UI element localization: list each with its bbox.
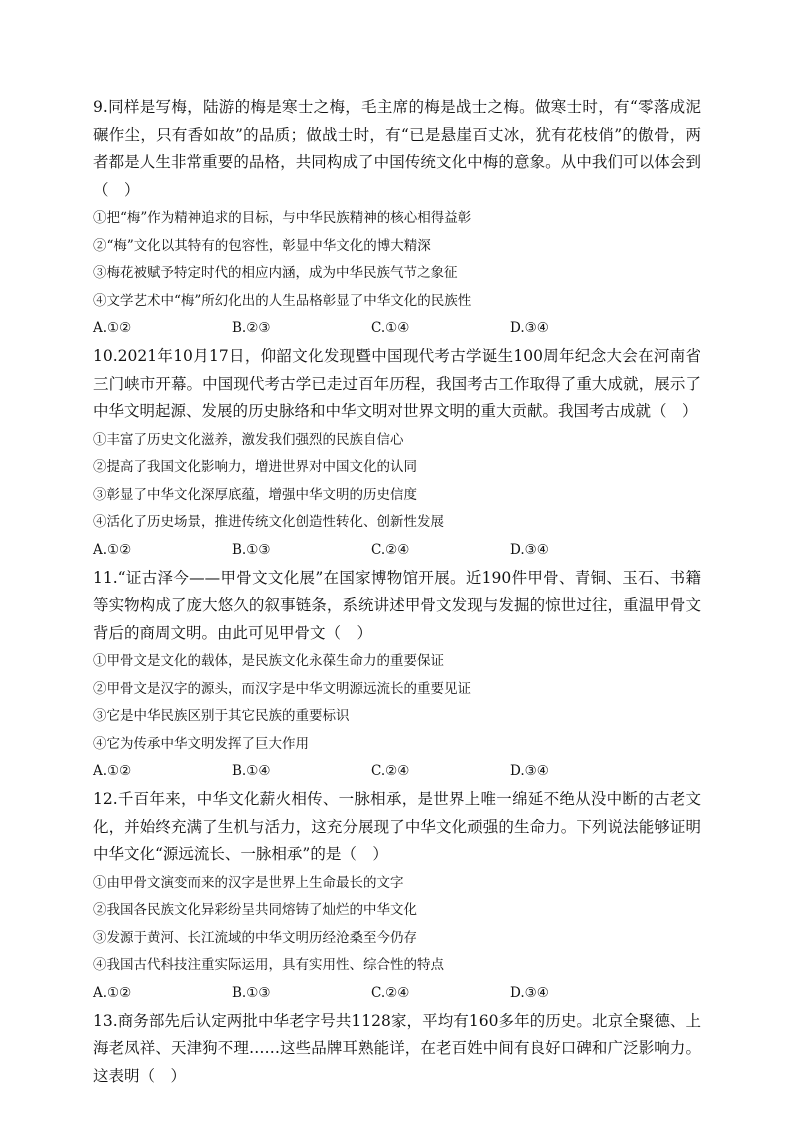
statement-option: ②提高了我国文化影响力，增进世界对中国文化的认同 [93, 459, 417, 475]
statement-option: ②“梅”文化以其特有的包容性，彰显中华文化的博大精深 [93, 237, 431, 254]
answer-choices [93, 537, 701, 564]
choice-d: D.③④ [510, 984, 549, 1001]
question-13 [93, 1008, 701, 1091]
choice-c: C.②④ [371, 541, 410, 558]
answer-choices [93, 980, 701, 1007]
document-page [93, 94, 701, 1091]
question-12 [93, 786, 701, 1007]
question-9 [93, 94, 701, 342]
choice-a: A.①② [93, 320, 132, 336]
choice-c: C.②④ [371, 984, 410, 1001]
statement-option: ③梅花被赋予特定时代的相应内涵，成为中华民族气节之象征 [93, 265, 458, 281]
choice-d: D.③④ [510, 320, 549, 336]
statement-option: ④活化了历史场景，推进传统文化创造性转化、创新性发展 [93, 514, 444, 530]
choice-a: A.①② [93, 984, 132, 1001]
answer-choices [93, 315, 701, 342]
choice-d: D.③④ [510, 541, 549, 558]
statement-option: ③发源于黄河、长江流域的中华文明历经沧桑至今仍存 [93, 929, 417, 946]
question-stem: 11.“证古泽今——甲骨文文化展”在国家博物馆开展。近190件甲骨、青铜、玉石、书籍等实物构成了庞大悠久的叙事链条，系统讲述甲骨文发现与发掘的惊世过往，重温甲骨文背后的商周文明。由此可见甲骨文（ ） [93, 568, 701, 642]
statement-option: ①把“梅”作为精神追求的目标，与中华民族精神的核心相得益彰 [93, 210, 472, 226]
answer-choices [93, 758, 701, 785]
statement-option: ②甲骨文是汉字的源头，而汉字是中华文明源远流长的重要见证 [93, 680, 471, 697]
choice-b: B.①④ [232, 763, 271, 779]
question-11 [93, 565, 701, 786]
question-stem: 9.同样是写梅，陆游的梅是寒士之梅，毛主席的梅是战士之梅。做寒士时，有“零落成泥碾作尘，只有香如故”的品质；做战士时，有“已是悬崖百丈冰，犹有花枝俏”的傲骨，两者都是人生非常重要的品格，共同构成了中国传统文化中梅的意象。从中我们可以体会到（ ） [93, 98, 701, 199]
choice-b: B.②③ [232, 320, 271, 336]
statement-option: ①由甲骨文演变而来的汉字是世界上生命最长的文字 [93, 874, 404, 891]
choice-a: A.①② [93, 541, 132, 558]
choice-c: C.②④ [371, 763, 410, 779]
choice-b: B.①③ [232, 984, 271, 1001]
question-10 [93, 343, 701, 564]
statement-option: ①甲骨文是文化的载体，是民族文化永葆生命力的重要保证 [93, 653, 444, 669]
statement-option: ①丰富了历史文化滋养，激发我们强烈的民族自信心 [93, 431, 404, 448]
statement-option: ③彰显了中华文化深厚底蕴，增强中华文明的历史信度 [93, 486, 417, 503]
choice-c: C.①④ [371, 320, 410, 336]
statement-option: ④我国古代科技注重实际运用，具有实用性、综合性的特点 [93, 957, 444, 973]
choice-d: D.③④ [510, 763, 549, 779]
question-stem: 12.千百年来，中华文化薪火相传、一脉相承，是世界上唯一绵延不绝从没中断的古老文化，并始终充满了生机与活力，这充分展现了中华文化顽强的生命力。下列说法能够证明中华文化“源远流长、一脉相承”的是（ ） [93, 790, 701, 863]
statement-option: ②我国各民族文化异彩纷呈共同熔铸了灿烂的中华文化 [93, 902, 417, 918]
question-stem: 13.商务部先后认定两批中华老字号共1128家，平均有160多年的历史。北京全聚德、上海老凤祥、天津狗不理……这些品牌耳熟能详，在老百姓中间有良好口碑和广泛影响力。这表明（ ） [93, 1011, 701, 1085]
question-stem: 10.2021年10月17日，仰韶文化发现暨中国现代考古学诞生100周年纪念大会在河南省三门峡市开幕。中国现代考古学已走过百年历程，我国考古工作取得了重大成就，展示了中华文明起源、发展的历史脉络和中华文明对世界文明的重大贡献。我国考古成就（ ） [93, 347, 701, 420]
statement-option: ③它是中华民族区别于其它民族的重要标识 [93, 708, 350, 724]
choice-b: B.①③ [232, 541, 271, 558]
choice-a: A.①② [93, 763, 132, 779]
statement-option: ④文学艺术中“梅”所幻化出的人生品格彰显了中华文化的民族性 [93, 292, 472, 309]
statement-option: ④它为传承中华文明发挥了巨大作用 [93, 735, 309, 752]
